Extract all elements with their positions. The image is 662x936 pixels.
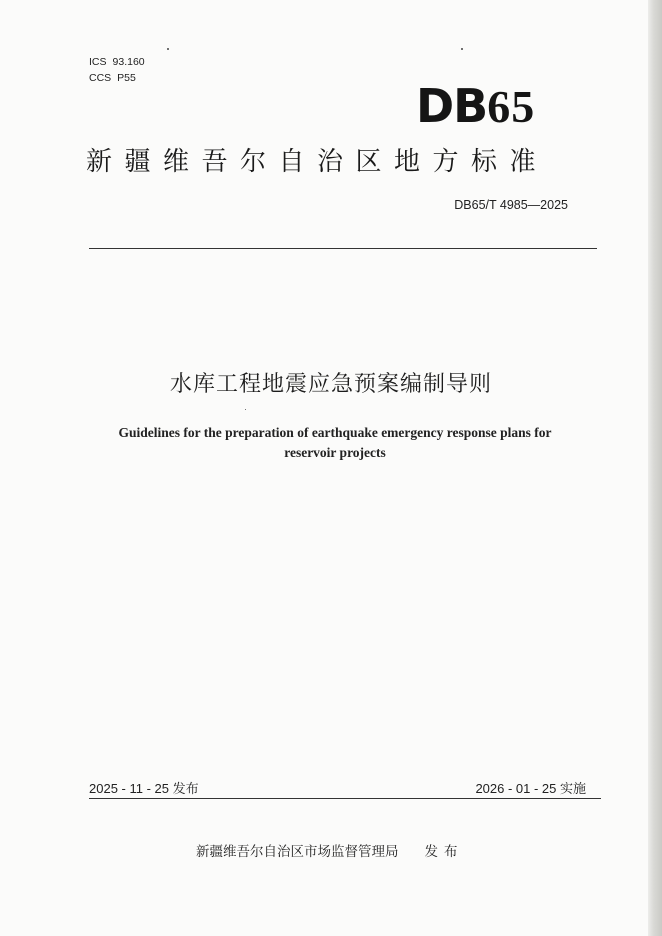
bottom-divider: [89, 798, 601, 799]
publisher: [196, 840, 464, 860]
document-title-english: [80, 423, 590, 463]
db65-logo: [416, 80, 535, 133]
implementation-date: 2026 - 01 - 25 实施: [475, 781, 586, 796]
classification-codes: [89, 54, 145, 86]
ccs-code: [89, 70, 145, 86]
publisher-suffix: 发布: [424, 844, 464, 860]
scan-speck: [245, 409, 246, 410]
ics-label: ICS: [89, 56, 107, 68]
scan-speck: [461, 48, 463, 50]
issuer-title: 新疆维吾尔自治区地方标准: [86, 147, 549, 177]
ics-code: [89, 54, 145, 70]
issue-date: 2025 - 11 - 25 发布: [89, 781, 199, 796]
english-title-line-2: reservoir projects: [284, 445, 386, 460]
publisher-name: 新疆维吾尔自治区市场监督管理局: [196, 844, 399, 860]
scan-edge: [648, 0, 662, 936]
logo-number: 65: [487, 81, 536, 132]
ccs-value: P55: [117, 72, 136, 84]
standard-number: DB65/T 4985—2025: [454, 198, 568, 212]
ics-value: 93.160: [112, 56, 145, 68]
document-title-chinese: 水库工程地震应急预案编制导则: [169, 372, 492, 397]
logo-prefix: DB: [416, 79, 488, 133]
english-title-line-1: Guidelines for the preparation of earthquake emergency response plans for: [118, 425, 552, 440]
top-divider: [89, 248, 597, 249]
scan-speck: [167, 48, 169, 50]
ccs-label: CCS: [89, 72, 112, 84]
